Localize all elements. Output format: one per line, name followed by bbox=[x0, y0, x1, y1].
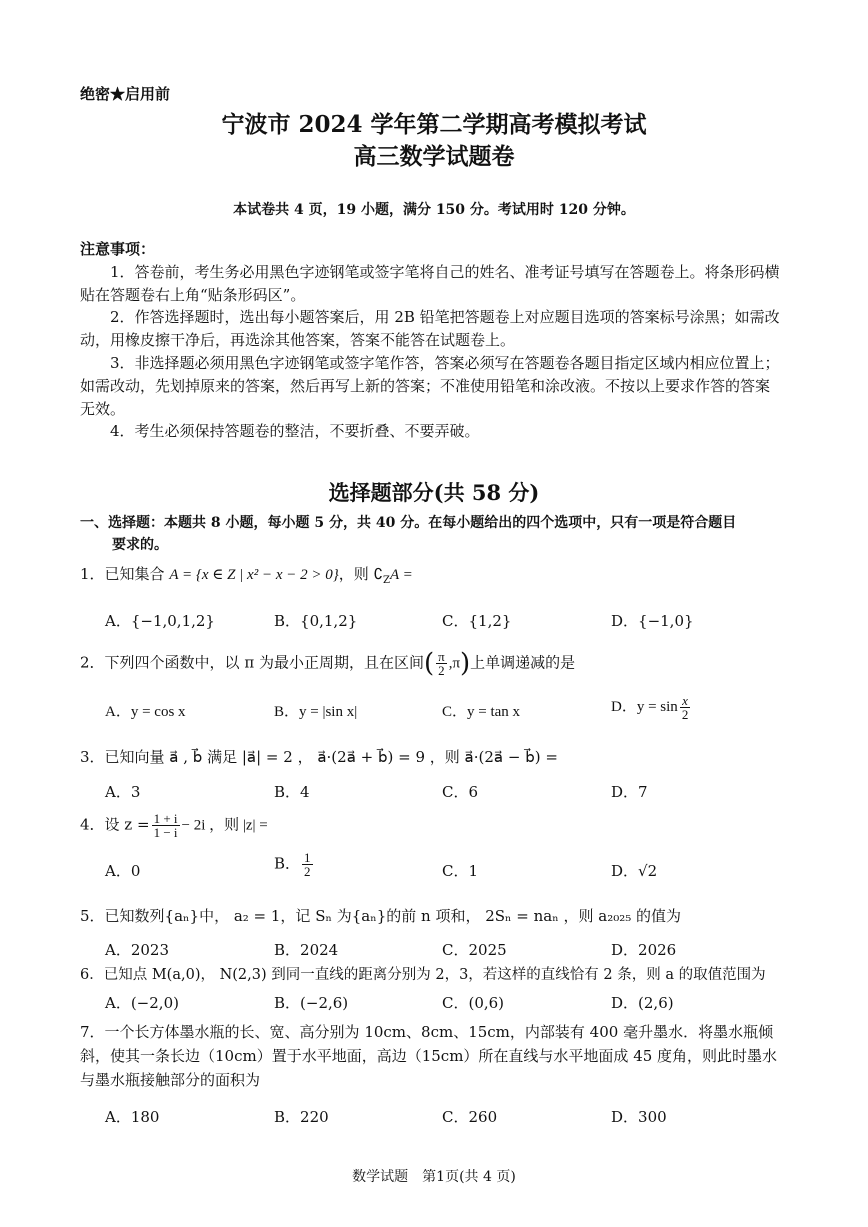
q5-option-c: C．2025 bbox=[442, 941, 507, 959]
page-footer: 数学试题 第1页(共 4 页) bbox=[352, 1169, 516, 1185]
q1-option-d: D．{−1,0} bbox=[611, 612, 694, 630]
question-3: 3．已知向量 a⃗ , b⃗ 满足 |a⃗| = 2 ， a⃗·(2a⃗ + b⃗) = 9 ，则 a⃗·(2a⃗ − b⃗) = bbox=[80, 748, 558, 766]
q6-option-d: D．(2,6) bbox=[611, 994, 674, 1012]
exam-subtitle: 高三数学试题卷 bbox=[353, 143, 515, 170]
note-3: 3．非选择题必须用黑色字迹钢笔或签字笔作答，答案必须写在答题卷各题目指定区域内相应位置上；如需改动，先划掉原来的答案，然后再写上新的答案；不准使用铅笔和涂改液。不按以上要求作答的答案无效。 bbox=[80, 354, 780, 418]
q2-option-d: D．y = sin $\frac{x}{2}$ bbox=[611, 693, 689, 722]
section-title: 选择题部分(共 58 分) bbox=[328, 480, 540, 505]
q2-option-c: C．y = tan x bbox=[442, 704, 521, 720]
note-2: 2．作答选择题时，选出每小题答案后，用 2B 铅笔把答题卷上对应题目选项的答案标号涂黑；如需改动，用橡皮擦干净后，再选涂其他答案，答案不能答在试题卷上。 bbox=[80, 308, 780, 349]
exam-info: 本试卷共 4 页，19 小题，满分 150 分。考试用时 120 分钟。 bbox=[233, 202, 635, 218]
q4-option-d: D．√2 bbox=[611, 862, 658, 880]
q6-option-b: B．(−2,6) bbox=[274, 994, 349, 1012]
q5-option-b: B．2024 bbox=[274, 941, 339, 959]
q2-option-a: A．y = cos x bbox=[105, 704, 186, 720]
question-6: 6．已知点 M(a,0)， N(2,3) 到同一直线的距离分别为 2，3，若这样的直线恰有 2 条，则 a 的取值范围为 bbox=[80, 967, 766, 983]
q3-option-d: D．7 bbox=[611, 783, 648, 801]
section-instruction-cont: 要求的。 bbox=[112, 537, 168, 553]
q7-option-a: A．180 bbox=[105, 1108, 160, 1126]
note-4: 4．考生必须保持答题卷的整洁，不要折叠、不要弄破。 bbox=[110, 422, 480, 440]
q1-option-c: C．{1,2} bbox=[442, 612, 512, 630]
q4-option-a: A．0 bbox=[105, 862, 141, 880]
question-5: 5．已知数列{aₙ}中， a₂ = 1，记 Sₙ 为{aₙ}的前 n 项和， 2Sₙ = naₙ ，则 a₂₀₂₅ 的值为 bbox=[80, 907, 682, 925]
q6-option-c: C．(0,6) bbox=[442, 994, 505, 1012]
q5-option-d: D．2026 bbox=[611, 941, 677, 959]
q1-option-b: B．{0,1,2} bbox=[274, 612, 358, 630]
q6-option-a: A．(−2,0) bbox=[105, 994, 179, 1012]
q7-option-b: B．220 bbox=[274, 1108, 329, 1126]
note-1: 1．答卷前，考生务必用黑色字迹钢笔或签字笔将自己的姓名、准考证号填写在答题卷上。将条形码横贴在答题卷右上角“贴条形码区”。 bbox=[80, 263, 780, 304]
q2-option-b: B．y = |sin x| bbox=[274, 704, 358, 720]
confidential-label: 绝密★启用前 bbox=[80, 85, 171, 103]
q3-option-c: C．6 bbox=[442, 783, 479, 801]
question-4: 4．设 z = $\frac{1 + i}{1 - i}$ − 2i ，则 |z| = bbox=[80, 811, 268, 840]
q7-option-c: C．260 bbox=[442, 1108, 498, 1126]
question-2: 2．下列四个函数中，以 π 为最小正周期，且在区间( $\frac{\pi}{2}$ ,π)上单调递减的是 bbox=[80, 648, 576, 679]
notes-heading: 注意事项： bbox=[80, 240, 156, 258]
q1-option-a: A．{−1,0,1,2} bbox=[105, 612, 215, 630]
q4-option-b: B． $\frac{1}{2}$ bbox=[274, 850, 311, 879]
q7-option-d: D．300 bbox=[611, 1108, 667, 1126]
question-7: 7．一个长方体墨水瓶的长、宽、高分别为 10cm、8cm、15cm，内部装有 400 毫升墨水．将墨水瓶倾斜，使其一条长边（10cm）置于水平地面，高边（15cm）所在直线与水平地面成 45 度角，则此时墨水与墨水瓶接触部分的面积为 bbox=[80, 1023, 778, 1089]
q4-option-c: C．1 bbox=[442, 862, 479, 880]
q3-option-a: A．3 bbox=[105, 783, 141, 801]
q3-option-b: B．4 bbox=[274, 783, 310, 801]
section-instruction: 一、选择题：本题共 8 小题，每小题 5 分，共 40 分。在每小题给出的四个选项中，只有一项是符合题目 bbox=[80, 515, 737, 531]
question-1: 1．已知集合 A = {x ∈ Z | x² − x − 2 > 0}，则 $∁_ZA$ = bbox=[80, 565, 413, 586]
q5-option-a: A．2023 bbox=[105, 941, 170, 959]
exam-title: 宁波市 2024 学年第二学期高考模拟考试 bbox=[221, 111, 647, 138]
